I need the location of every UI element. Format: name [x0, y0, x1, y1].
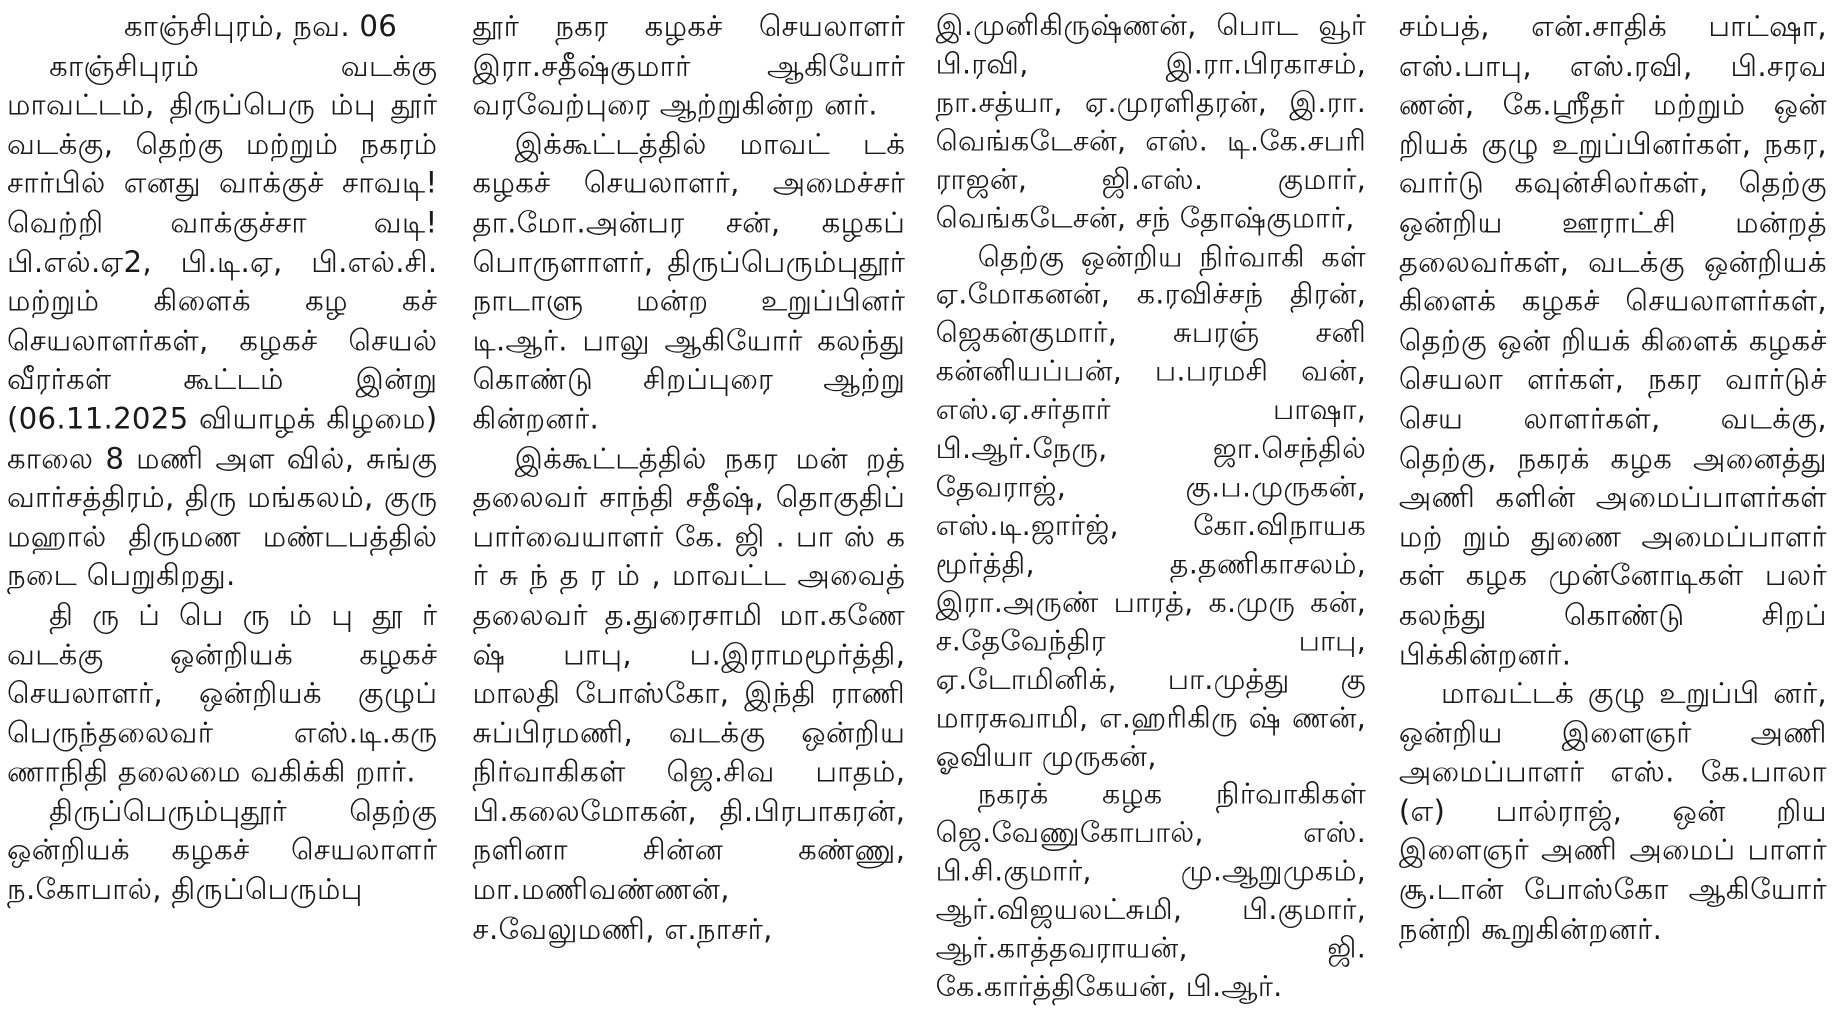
- article-column-3: [936, 7, 1366, 1007]
- article-paragraph: நகரக் கழக நிர்வாகிகள் ஜெ.வேணுகோபால், எஸ். பி.சி.குமார், மு.ஆறுமுகம், ஆர்.விஜயலட்சுமி, பி.குமார், ஆர்.காத்தவராயன், ஜி. கே.கார்த்திகேயன், பி.ஆர்.: [935, 777, 1367, 1004]
- article-paragraph: தி ரு ப் பெ ரு ம் பு தூ ர் வடக்கு ஒன்றியக் கழகச் செயலாளர், ஒன்றியக் குழுப் பெருந்தலைவர் எஸ்.டி.கரு ணாநிதி தலைமை வகிக்கி றார்.: [7, 597, 438, 789]
- article-column-1: [7, 7, 437, 909]
- article-paragraph: இ.முனிகிருஷ்ணன், பொட வூர் பி.ரவி, இ.ரா.பிரகாசம், நா.சத்யா, ஏ.முரளிதரன், இ.ரா. வெங்கடேசன், எஸ். டி.கே.சபரி ராஜன், ஜி.எஸ். குமார், வெங்கடேசன், சந் தோஷ்குமார்,: [935, 8, 1367, 235]
- article-paragraph: திருப்பெரும்புதூர் தெற்கு ஒன்றியக் கழகச் செயலாளர் ந.கோபால், திருப்பெரும்பு: [7, 793, 438, 907]
- article-paragraph: காஞ்சிபுரம் வடக்கு மாவட்டம், திருப்பெரு ம்பு தூர் வடக்கு, தெற்கு மற்றும் நகரம் சார்பில் எனது வாக்குச் சாவடி! வெற்றி வாக்குச்சா வடி! பி.எல்.ஏ2, பி.டி.ஏ, பி.எல்.சி. மற்றும் கிளைக் கழ கச் செயலாளர்கள், கழகச் செயல் வீரர்கள் கூட்டம் இன்று (06.11.2025 வியாழக் கிழமை) காலை 8 மணி அள வில், சுங்கு வார்சத்திரம், திரு மங்கலம், குரு மஹால் திருமண மண்டபத்தில் நடை பெறுகிறது.: [7, 48, 438, 593]
- article-paragraph: இக்கூட்டத்தில் நகர மன் றத் தலைவர் சாந்தி சதீஷ், தொகுதிப் பார்வையாளர் கே. ஜி . பா ஸ் க ர் சு ந் த ர ம் , மாவட்ட அவைத் தலைவர் த.துரைசாமி மா.கணே ஷ் பாபு, ப.இராமமூர்த்தி, மாலதி போஸ்கோ, இந்தி ராணி சுப்பிரமணி, வடக்கு ஒன்றிய நிர்வாகிகள் ஜெ.சிவ பாதம், பி.கலைமோகன், தி.பிரபாகரன், நளினா சின்ன கண்ணு, மா.மணிவண்ணன், ச.வேலுமணி, எ.நாசர்,: [472, 440, 906, 946]
- article-column-2: [473, 7, 906, 949]
- article-paragraph: சம்பத், என்.சாதிக் பாட்ஷா, எஸ்.பாபு, எஸ்.ரவி, பி.சரவ ணன், கே.ஸ்ரீதர் மற்றும் ஒன் றியக் குழு உறுப்பினர்கள், நகர, வார்டு கவுன்சிலர்கள், தெற்கு ஒன்றிய ஊராட்சி மன்றத் தலைவர்கள், வடக்கு ஒன்றியக் கிளைக் கழகச் செயலாளர்கள், தெற்கு ஒன் றியக் கிளைக் கழகச் செயலா ளர்கள், நகர வார்டுச் செய லாளர்கள், வடக்கு, தெற்கு, நகரக் கழக அனைத்து அணி களின் அமைப்பாளர்கள் மற் றும் துணை அமைப்பாளர் கள் கழக முன்னோடிகள் பலர் கலந்து கொண்டு சிறப் பிக்கின்றனர்.: [1398, 9, 1827, 671]
- article-paragraph: இக்கூட்டத்தில் மாவட் டக் கழகச் செயலாளர், அமைச்சர் தா.மோ.அன்பர சன், கழகப் பொருளாளர், திருப்பெரும்புதூர் நாடாளு மன்ற உறுப்பினர் டி.ஆர். பாலு ஆகியோர் கலந்து கொண்டு சிறப்புரை ஆற்று கின்றனர்.: [472, 127, 906, 436]
- article-paragraph: தூர் நகர கழகச் செயலாளர் இரா.சதீஷ்குமார் ஆகியோர் வரவேற்புரை ஆற்றுகின்ற னர்.: [472, 9, 906, 122]
- article-column-4: [1399, 7, 1827, 949]
- article-dateline: காஞ்சிபுரம், நவ. 06: [123, 9, 398, 44]
- article-paragraph: மாவட்டக் குழு உறுப்பி னர், ஒன்றிய இளைஞர் அணி அமைப்பாளர் எஸ். கே.பாலா (எ) பால்ராஜ், ஒன் றிய இளைஞர் அணி அமைப் பாளர் சூ.டான் போஸ்கோ ஆகியோர் நன்றி கூறுகின்றனர்.: [1398, 676, 1827, 946]
- article-paragraph: தெற்கு ஒன்றிய நிர்வாகி கள் ஏ.மோகனன், க.ரவிச்சந் திரன், ஜெகன்குமார், சுபரஞ் சனி கன்னியப்பன், ப.பரமசி வன், எஸ்.ஏ.சர்தார் பாஷா, பி.ஆர்.நேரு, ஜா.செந்தில் தேவராஜ், கு.ப.முருகன், எஸ்.டி.ஜார்ஜ், கோ.விநாயக மூர்த்தி, த.தணிகாசலம், இரா.அருண் பாரத், க.முரு கன், ச.தேவேந்திர பாபு, ஏ.டோமினிக், பா.முத்து கு மாரசுவாமி, எ.ஹரிகிரு ஷ் ணன், ஓவியா முருகன்,: [935, 238, 1367, 773]
